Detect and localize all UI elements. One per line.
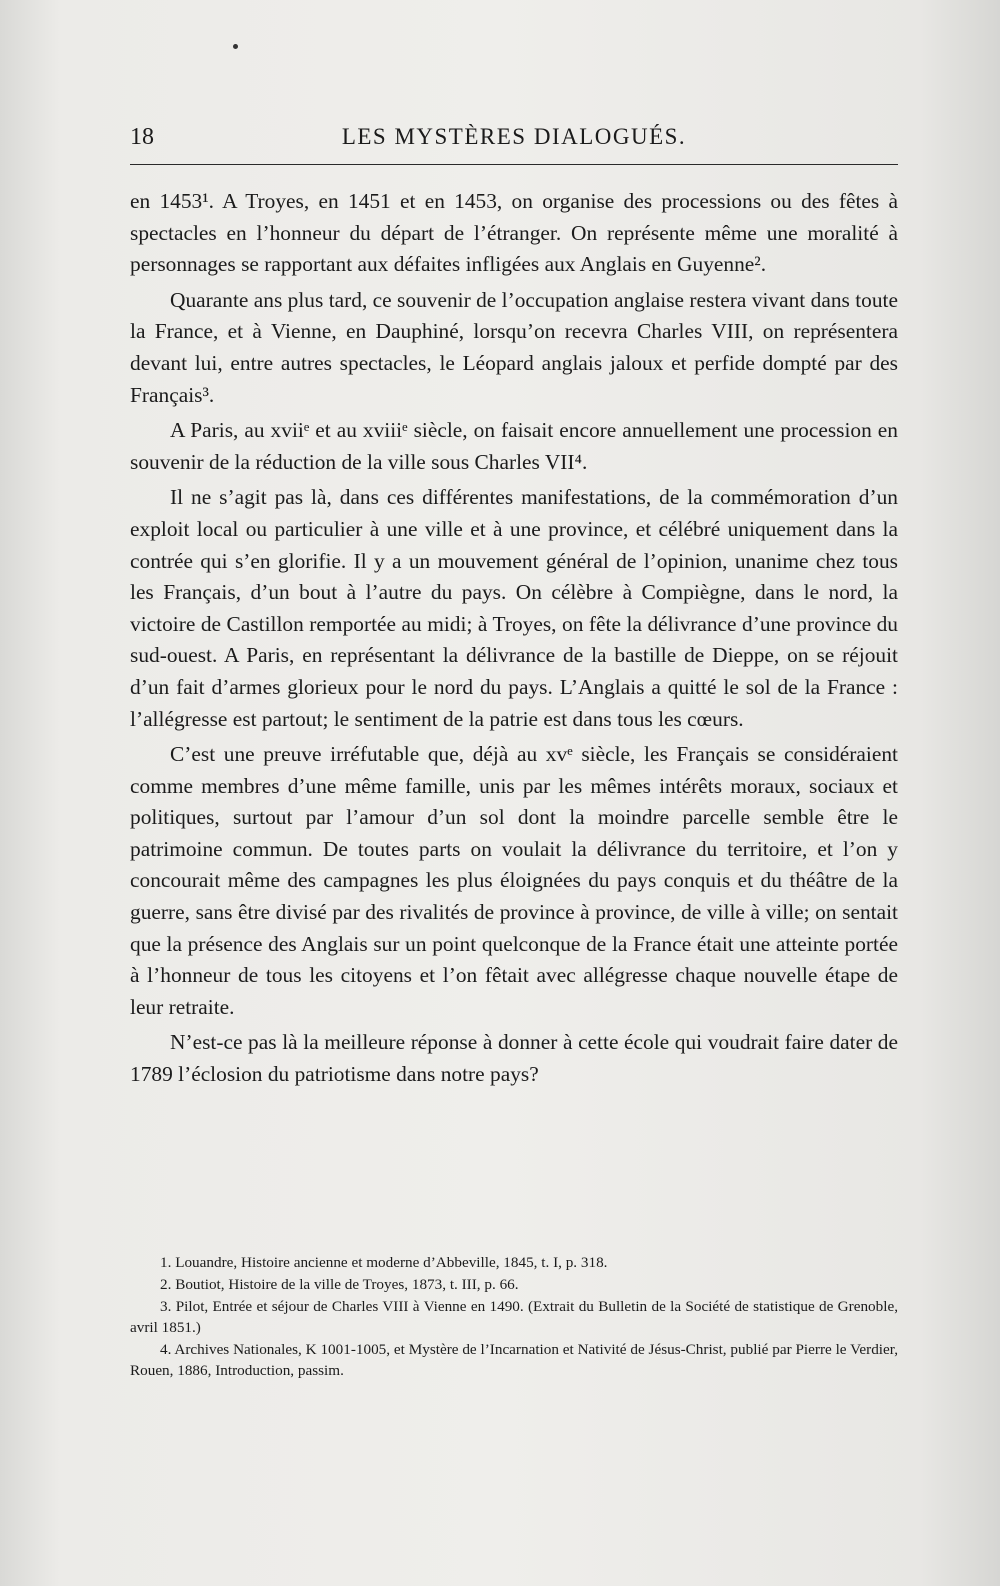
ink-speck [233,44,238,49]
footnote-4: 4. Archives Nationales, K 1001-1005, et Mystère de l’Incarnation et Nativité de Jésus-Christ, publié par Pierre le Verdier, Rouen, 1886, Introduction, passim. [130,1341,898,1379]
main-text [130,186,898,1091]
footnote-3: 3. Pilot, Entrée et séjour de Charles VIII à Vienne en 1490. (Extrait du Bulletin de la Société de statistique de Grenoble, avril 1851.) [130,1298,898,1336]
page-header [130,118,898,165]
paragraph-6: N’est-ce pas là la meilleure réponse à donner à cette école qui voudrait faire dater de 1789 l’éclosion du patriotisme dans notre pays? [130,1030,898,1087]
paragraph-5: C’est une preuve irréfutable que, déjà au xvᵉ siècle, les Français se considéraient comme membres d’une même famille, unis par les mêmes intérêts moraux, sociaux et politiques, surtout par l’amour d’un sol dont la moindre parcelle semble être le patrimoine commun. De toutes parts on voulait la délivrance du territoire, et l’on y concourait même des campagnes les plus éloignées du pays conquis et du théâtre de la guerre, sans être divisé par des rivalités de province à province, de ville à ville; on sentait que la présence des Anglais sur un point quelconque de la France était une atteinte portée à l’honneur de tous les citoyens et l’on fêtait avec allégresse chaque nouvelle étape de leur retraite. [130,742,898,1019]
running-title: LES MYSTÈRES DIALOGUÉS. [341,124,687,149]
footnote-2: 2. Boutiot, Histoire de la ville de Troyes, 1873, t. III, p. 66. [160,1276,519,1293]
footnote-1: 1. Louandre, Histoire ancienne et moderne d’Abbeville, 1845, t. I, p. 318. [160,1254,608,1271]
page-number: 18 [130,124,154,150]
paragraph-4: Il ne s’agit pas là, dans ces différentes manifestations, de la commémoration d’un exploit local ou particulier à une ville et à une province, et célébré uniquement dans la contrée qui s’en glorifie. Il y a un mouvement général de l’opinion, unanime chez tous les Français, d’un bout à l’autre du pays. On célèbre à Compiègne, dans le nord, la victoire de Castillon remportée au midi; à Troyes, on fête la délivrance d’une province du sud-ouest. A Paris, en représentant la délivrance de la bastille de Dieppe, on se réjouit d’un fait d’armes glorieux pour le nord du pays. L’Anglais a quitté le sol de la France : l’allégresse est partout; le sentiment de la patrie est dans tous les cœurs. [130,485,898,731]
paragraph-2: Quarante ans plus tard, ce souvenir de l’occupation anglaise restera vivant dans toute la France, et à Vienne, en Dauphiné, lorsqu’on recevra Charles VIII, on représentera devant lui, entre autres spectacles, le Léopard anglais jaloux et perfide dompté par des Français³. [130,287,898,407]
footnotes [130,1252,898,1382]
paragraph-3: A Paris, au xviiᵉ et au xviiiᵉ siècle, on faisait encore annuellement une procession en souvenir de la réduction de la ville sous Charles VII⁴. [130,418,898,474]
paragraph-1: en 1453¹. A Troyes, en 1451 et en 1453, on organise des processions ou des fêtes à spectacles en l’honneur du départ de l’étranger. On représente même une moralité à personnages se rapportant aux défaites infligées aux Anglais en Guyenne². [130,189,898,277]
